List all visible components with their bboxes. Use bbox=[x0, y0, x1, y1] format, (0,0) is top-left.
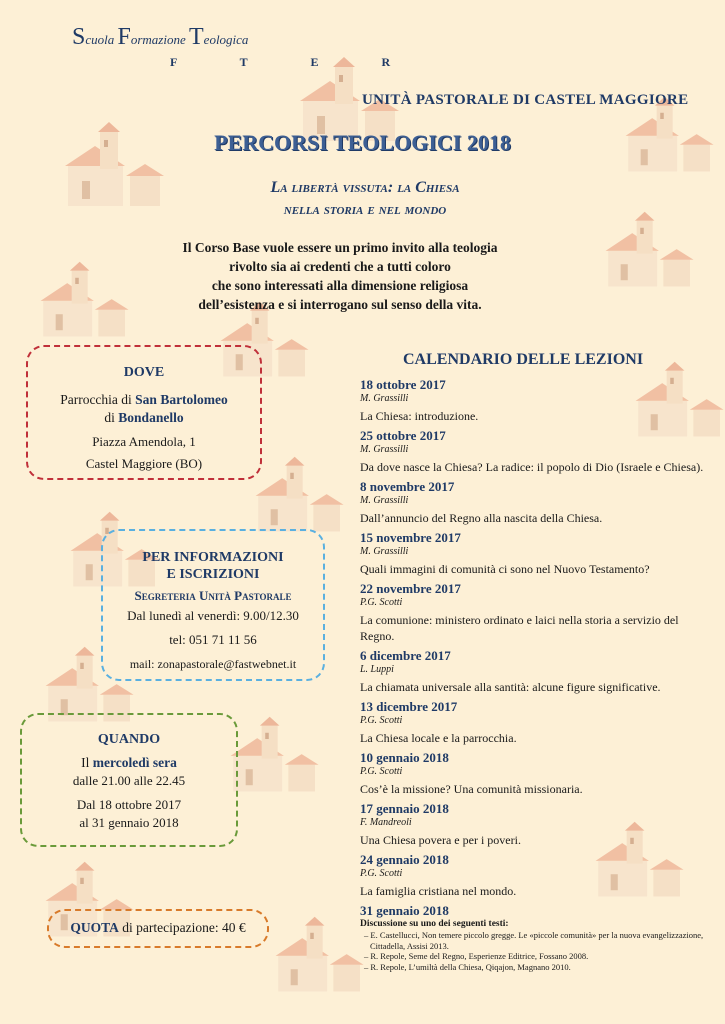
lesson-teacher: M. Grassilli bbox=[360, 546, 409, 557]
logo-acronym: F T E R bbox=[170, 55, 421, 69]
lesson-item bbox=[360, 377, 705, 424]
lesson-teacher: P.G. Scotti bbox=[360, 597, 403, 608]
lesson-topic: La Chiesa locale e la parrocchia. bbox=[360, 731, 517, 745]
lesson-topic: Da dove nasce la Chiesa? La radice: il popolo di Dio (Israele e Chiesa). bbox=[360, 460, 704, 474]
page-title: PERCORSI TEOLOGICI 2018 bbox=[214, 130, 511, 155]
lesson-teacher: L. Luppi bbox=[360, 664, 394, 675]
lesson-date: 8 novembre 2017 bbox=[360, 479, 455, 494]
office-name: Segreteria Unità Pastorale bbox=[134, 588, 292, 603]
lesson-item bbox=[360, 699, 705, 746]
lesson-date: 15 novembre 2017 bbox=[360, 530, 461, 545]
where-box bbox=[26, 345, 262, 480]
when-day: Il mercoledì sera bbox=[81, 755, 177, 770]
when-heading: QUANDO bbox=[97, 732, 161, 747]
lesson-date: 24 gennaio 2018 bbox=[360, 852, 449, 867]
texts-heading: Discussione su uno dei seguenti testi: bbox=[360, 919, 509, 929]
lesson-topic: La famiglia cristiana nel mondo. bbox=[360, 884, 517, 898]
lesson-item bbox=[360, 750, 705, 797]
when-end: al 31 gennaio 2018 bbox=[79, 815, 179, 830]
reading-item: – E. Castellucci, Non temere piccolo gregge. Le «piccole comunità» per la nuova evangelizzazione, Cittadella, Assisi 2013. bbox=[364, 930, 704, 951]
church-decoration-icon bbox=[35, 260, 135, 340]
fee-box bbox=[47, 909, 269, 948]
lesson-item bbox=[360, 581, 705, 644]
lesson-teacher: M. Grassilli bbox=[360, 444, 409, 455]
phone: tel: 051 71 11 56 bbox=[169, 632, 257, 647]
lesson-item bbox=[360, 801, 705, 848]
lesson-topic: Una Chiesa povera e per i poveri. bbox=[360, 833, 521, 847]
lesson-item-final bbox=[360, 903, 705, 972]
calendar-title: CALENDARIO DELLE LEZIONI bbox=[403, 351, 644, 368]
lesson-date: 6 dicembre 2017 bbox=[360, 648, 451, 663]
church-decoration-icon bbox=[600, 210, 700, 290]
info-box bbox=[101, 529, 325, 681]
lesson-topic: Cos’è la missione? Una comunità missionaria. bbox=[360, 782, 583, 796]
email: mail: zonapastorale@fastwebnet.it bbox=[129, 657, 297, 671]
church-decoration-icon bbox=[225, 715, 325, 795]
lesson-date: 17 gennaio 2018 bbox=[360, 801, 449, 816]
venue-address: Piazza Amendola, 1 bbox=[92, 434, 196, 449]
lesson-date: 22 novembre 2017 bbox=[360, 581, 461, 596]
lesson-date: 13 dicembre 2017 bbox=[360, 699, 458, 714]
lesson-teacher: P.G. Scotti bbox=[360, 715, 403, 726]
lesson-date: 10 gennaio 2018 bbox=[360, 750, 449, 765]
when-box bbox=[20, 713, 238, 847]
school-logo: Scuola Formazione Teologica bbox=[72, 24, 249, 50]
course-subtitle: La libertà vissuta: la Chiesa nella storia e nel mondo bbox=[270, 179, 460, 218]
lessons-list bbox=[360, 377, 705, 976]
lesson-date: 31 gennaio 2018 bbox=[360, 903, 449, 918]
lesson-item bbox=[360, 852, 705, 899]
lesson-teacher: P.G. Scotti bbox=[360, 868, 403, 879]
intro-paragraph: Il Corso Base vuole essere un primo invito alla teologia rivolto sia ai credenti che a tutti coloro che sono interessati alla dimensione religiosa dell’esistenza e si interrogano sul senso della vita. bbox=[182, 240, 498, 312]
lesson-teacher: P.G. Scotti bbox=[360, 766, 403, 777]
venue: Parrocchia di San Bartolomeo bbox=[60, 392, 228, 407]
when-time: dalle 21.00 alle 22.45 bbox=[72, 773, 186, 788]
reading-item: – R. Repole, L’umiltà della Chiesa, Qiqajon, Magnano 2010. bbox=[364, 961, 571, 972]
lesson-topic: La chiamata universale alla santità: alcune figure significative. bbox=[360, 680, 661, 694]
lesson-item bbox=[360, 648, 705, 695]
lesson-item bbox=[360, 428, 705, 475]
church-decoration-icon bbox=[250, 455, 350, 535]
organizer-name: UNITÀ PASTORALE DI CASTEL MAGGIORE bbox=[362, 92, 689, 108]
lesson-topic: La comunione: ministero ordinato e laici nella storia a servizio del Regno. bbox=[360, 613, 679, 643]
fee: QUOTA di partecipazione: 40 € bbox=[70, 920, 246, 935]
lesson-item bbox=[360, 530, 705, 577]
lesson-topic: Dall’annuncio del Regno alla nascita della Chiesa. bbox=[360, 511, 603, 525]
lesson-teacher: F. Mandreoli bbox=[360, 817, 412, 828]
lesson-teacher: M. Grassilli bbox=[360, 393, 409, 404]
lesson-teacher: M. Grassilli bbox=[360, 495, 409, 506]
office-hours: Dal lunedì al venerdì: 9.00/12.30 bbox=[127, 608, 299, 623]
lesson-item bbox=[360, 479, 705, 526]
reading-item: – R. Repole, Seme del Regno, Esperienze Editrice, Fossano 2008. bbox=[364, 951, 589, 961]
info-heading: PER INFORMAZIONI E ISCRIZIONI bbox=[142, 550, 284, 582]
venue-place: di Bondanello bbox=[104, 410, 184, 425]
venue-city: Castel Maggiore (BO) bbox=[85, 456, 203, 471]
lesson-topic: La Chiesa: introduzione. bbox=[360, 409, 479, 423]
church-decoration-icon bbox=[270, 915, 370, 995]
lesson-topic: Quali immagini di comunità ci sono nel Nuovo Testamento? bbox=[360, 562, 650, 576]
when-start: Dal 18 ottobre 2017 bbox=[76, 797, 182, 812]
lesson-date: 25 ottobre 2017 bbox=[360, 428, 446, 443]
where-heading: DOVE bbox=[123, 365, 165, 380]
lesson-date: 18 ottobre 2017 bbox=[360, 377, 446, 392]
